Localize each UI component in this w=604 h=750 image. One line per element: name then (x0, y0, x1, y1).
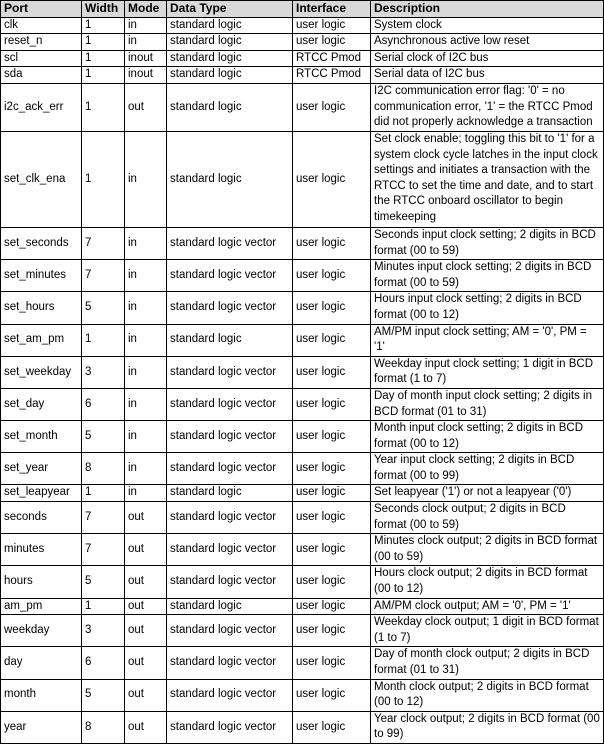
header-interface: Interface (293, 1, 371, 18)
width-cell: 3 (82, 356, 125, 388)
width-cell: 1 (82, 83, 125, 131)
width-cell: 1 (82, 67, 125, 84)
mode-cell: in (125, 388, 167, 420)
table-row (1, 502, 604, 534)
interface-cell: user logic (293, 17, 371, 34)
mode-cell: out (125, 647, 167, 679)
description-cell: I2C communication error flag: '0' = no communication error, '1' = the RTCC Pmod did not properly acknowledge a transaction (371, 83, 604, 131)
width-cell: 1 (82, 17, 125, 34)
table-row (1, 227, 604, 259)
data-type-cell: standard logic (167, 83, 293, 131)
description-cell: Hours input clock setting; 2 digits in BCD format (00 to 12) (371, 292, 604, 324)
mode-cell: in (125, 17, 167, 34)
port-cell: sda (1, 67, 82, 84)
table-row (1, 356, 604, 388)
port-cell: set_seconds (1, 227, 82, 259)
interface-cell: user logic (293, 388, 371, 420)
description-cell: Seconds input clock setting; 2 digits in BCD format (00 to 59) (371, 227, 604, 259)
table-row (1, 615, 604, 647)
width-cell: 1 (82, 34, 125, 51)
width-cell: 1 (82, 598, 125, 615)
table-row (1, 598, 604, 615)
mode-cell: in (125, 131, 167, 227)
interface-cell: user logic (293, 227, 371, 259)
description-cell: Asynchronous active low reset (371, 34, 604, 51)
mode-cell: in (125, 292, 167, 324)
data-type-cell: standard logic vector (167, 566, 293, 598)
data-type-cell: standard logic (167, 131, 293, 227)
width-cell: 5 (82, 566, 125, 598)
table-row (1, 83, 604, 131)
table-row (1, 67, 604, 84)
mode-cell: out (125, 711, 167, 743)
width-cell: 1 (82, 324, 125, 356)
description-cell: AM/PM clock output; AM = '0', PM = '1' (371, 598, 604, 615)
width-cell: 6 (82, 388, 125, 420)
data-type-cell: standard logic (167, 50, 293, 67)
interface-cell: user logic (293, 711, 371, 743)
description-cell: Month clock output; 2 digits in BCD format (00 to 12) (371, 679, 604, 711)
port-cell: hours (1, 566, 82, 598)
table-row (1, 292, 604, 324)
mode-cell: inout (125, 50, 167, 67)
description-cell: Minutes input clock setting; 2 digits in BCD format (00 to 59) (371, 260, 604, 292)
mode-cell: out (125, 502, 167, 534)
mode-cell: out (125, 679, 167, 711)
mode-cell: out (125, 615, 167, 647)
port-cell: set_month (1, 421, 82, 453)
mode-cell: in (125, 453, 167, 485)
port-cell: day (1, 647, 82, 679)
data-type-cell: standard logic vector (167, 679, 293, 711)
width-cell: 1 (82, 485, 125, 502)
port-cell: seconds (1, 502, 82, 534)
interface-cell: user logic (293, 485, 371, 502)
data-type-cell: standard logic (167, 67, 293, 84)
width-cell: 5 (82, 292, 125, 324)
port-cell: set_hours (1, 292, 82, 324)
interface-cell: user logic (293, 83, 371, 131)
data-type-cell: standard logic vector (167, 647, 293, 679)
mode-cell: out (125, 534, 167, 566)
interface-cell: user logic (293, 502, 371, 534)
description-cell: Minutes clock output; 2 digits in BCD format (00 to 59) (371, 534, 604, 566)
interface-cell: user logic (293, 534, 371, 566)
width-cell: 6 (82, 647, 125, 679)
table-row (1, 50, 604, 67)
port-cell: set_weekday (1, 356, 82, 388)
description-cell: Weekday clock output; 1 digit in BCD format (1 to 7) (371, 615, 604, 647)
port-cell: weekday (1, 615, 82, 647)
header-width: Width (82, 1, 125, 18)
header-data-type: Data Type (167, 1, 293, 18)
width-cell: 7 (82, 227, 125, 259)
data-type-cell: standard logic vector (167, 502, 293, 534)
description-cell: Set clock enable; toggling this bit to '1' for a system clock cycle latches in the input clock settings and initiates a transaction with the RTCC to set the time and date, and to start the RTCC onboard oscillator to begin timekeeping (371, 131, 604, 227)
port-cell: set_year (1, 453, 82, 485)
port-cell: set_minutes (1, 260, 82, 292)
description-cell: Day of month clock output; 2 digits in BCD format (01 to 31) (371, 647, 604, 679)
table-row (1, 131, 604, 227)
interface-cell: user logic (293, 34, 371, 51)
data-type-cell: standard logic vector (167, 534, 293, 566)
header-description: Description (371, 1, 604, 18)
interface-cell: user logic (293, 566, 371, 598)
port-cell: set_day (1, 388, 82, 420)
data-type-cell: standard logic vector (167, 227, 293, 259)
description-cell: Year clock output; 2 digits in BCD format (00 to 99) (371, 711, 604, 743)
mode-cell: out (125, 598, 167, 615)
header-port: Port (1, 1, 82, 18)
description-cell: Serial clock of I2C bus (371, 50, 604, 67)
data-type-cell: standard logic vector (167, 711, 293, 743)
interface-cell: user logic (293, 421, 371, 453)
mode-cell: in (125, 421, 167, 453)
port-cell: year (1, 711, 82, 743)
interface-cell: user logic (293, 131, 371, 227)
description-cell: Set leapyear ('1') or not a leapyear ('0') (371, 485, 604, 502)
interface-cell: user logic (293, 324, 371, 356)
mode-cell: out (125, 83, 167, 131)
width-cell: 1 (82, 131, 125, 227)
table-row (1, 453, 604, 485)
interface-cell: user logic (293, 453, 371, 485)
width-cell: 8 (82, 453, 125, 485)
mode-cell: in (125, 227, 167, 259)
interface-cell: user logic (293, 356, 371, 388)
port-cell: clk (1, 17, 82, 34)
interface-cell: user logic (293, 260, 371, 292)
width-cell: 7 (82, 260, 125, 292)
data-type-cell: standard logic vector (167, 421, 293, 453)
port-cell: set_leapyear (1, 485, 82, 502)
table-row (1, 485, 604, 502)
interface-cell: user logic (293, 292, 371, 324)
data-type-cell: standard logic (167, 34, 293, 51)
width-cell: 7 (82, 534, 125, 566)
port-cell: i2c_ack_err (1, 83, 82, 131)
data-type-cell: standard logic vector (167, 615, 293, 647)
description-cell: Month input clock setting; 2 digits in BCD format (00 to 12) (371, 421, 604, 453)
interface-cell: RTCC Pmod (293, 67, 371, 84)
interface-cell: RTCC Pmod (293, 50, 371, 67)
table-row (1, 421, 604, 453)
interface-cell: user logic (293, 598, 371, 615)
table-row (1, 260, 604, 292)
table-row (1, 388, 604, 420)
data-type-cell: standard logic (167, 17, 293, 34)
port-cell: minutes (1, 534, 82, 566)
port-cell: set_am_pm (1, 324, 82, 356)
mode-cell: in (125, 485, 167, 502)
port-cell: month (1, 679, 82, 711)
mode-cell: out (125, 566, 167, 598)
description-cell: Serial data of I2C bus (371, 67, 604, 84)
description-cell: AM/PM input clock setting; AM = '0', PM = '1' (371, 324, 604, 356)
description-cell: Weekday input clock setting; 1 digit in BCD format (1 to 7) (371, 356, 604, 388)
data-type-cell: standard logic (167, 598, 293, 615)
description-cell: System clock (371, 17, 604, 34)
interface-cell: user logic (293, 615, 371, 647)
table-row (1, 711, 604, 743)
data-type-cell: standard logic vector (167, 260, 293, 292)
port-cell: set_clk_ena (1, 131, 82, 227)
data-type-cell: standard logic vector (167, 453, 293, 485)
interface-cell: user logic (293, 679, 371, 711)
table-row (1, 17, 604, 34)
mode-cell: in (125, 260, 167, 292)
width-cell: 3 (82, 615, 125, 647)
table-row (1, 566, 604, 598)
description-cell: Year input clock setting; 2 digits in BCD format (00 to 99) (371, 453, 604, 485)
port-cell: scl (1, 50, 82, 67)
port-cell: am_pm (1, 598, 82, 615)
data-type-cell: standard logic (167, 485, 293, 502)
width-cell: 1 (82, 50, 125, 67)
table-row (1, 679, 604, 711)
width-cell: 8 (82, 711, 125, 743)
table-row (1, 534, 604, 566)
port-cell: reset_n (1, 34, 82, 51)
header-mode: Mode (125, 1, 167, 18)
data-type-cell: standard logic (167, 324, 293, 356)
mode-cell: inout (125, 67, 167, 84)
mode-cell: in (125, 356, 167, 388)
header-row (1, 1, 604, 18)
table-row (1, 34, 604, 51)
width-cell: 5 (82, 679, 125, 711)
table-row (1, 647, 604, 679)
data-type-cell: standard logic vector (167, 356, 293, 388)
mode-cell: in (125, 324, 167, 356)
data-type-cell: standard logic vector (167, 388, 293, 420)
description-cell: Day of month input clock setting; 2 digits in BCD format (01 to 31) (371, 388, 604, 420)
width-cell: 5 (82, 421, 125, 453)
description-cell: Hours clock output; 2 digits in BCD format (00 to 12) (371, 566, 604, 598)
width-cell: 7 (82, 502, 125, 534)
table-row (1, 324, 604, 356)
mode-cell: in (125, 34, 167, 51)
data-type-cell: standard logic vector (167, 292, 293, 324)
interface-cell: user logic (293, 647, 371, 679)
description-cell: Seconds clock output; 2 digits in BCD format (00 to 59) (371, 502, 604, 534)
